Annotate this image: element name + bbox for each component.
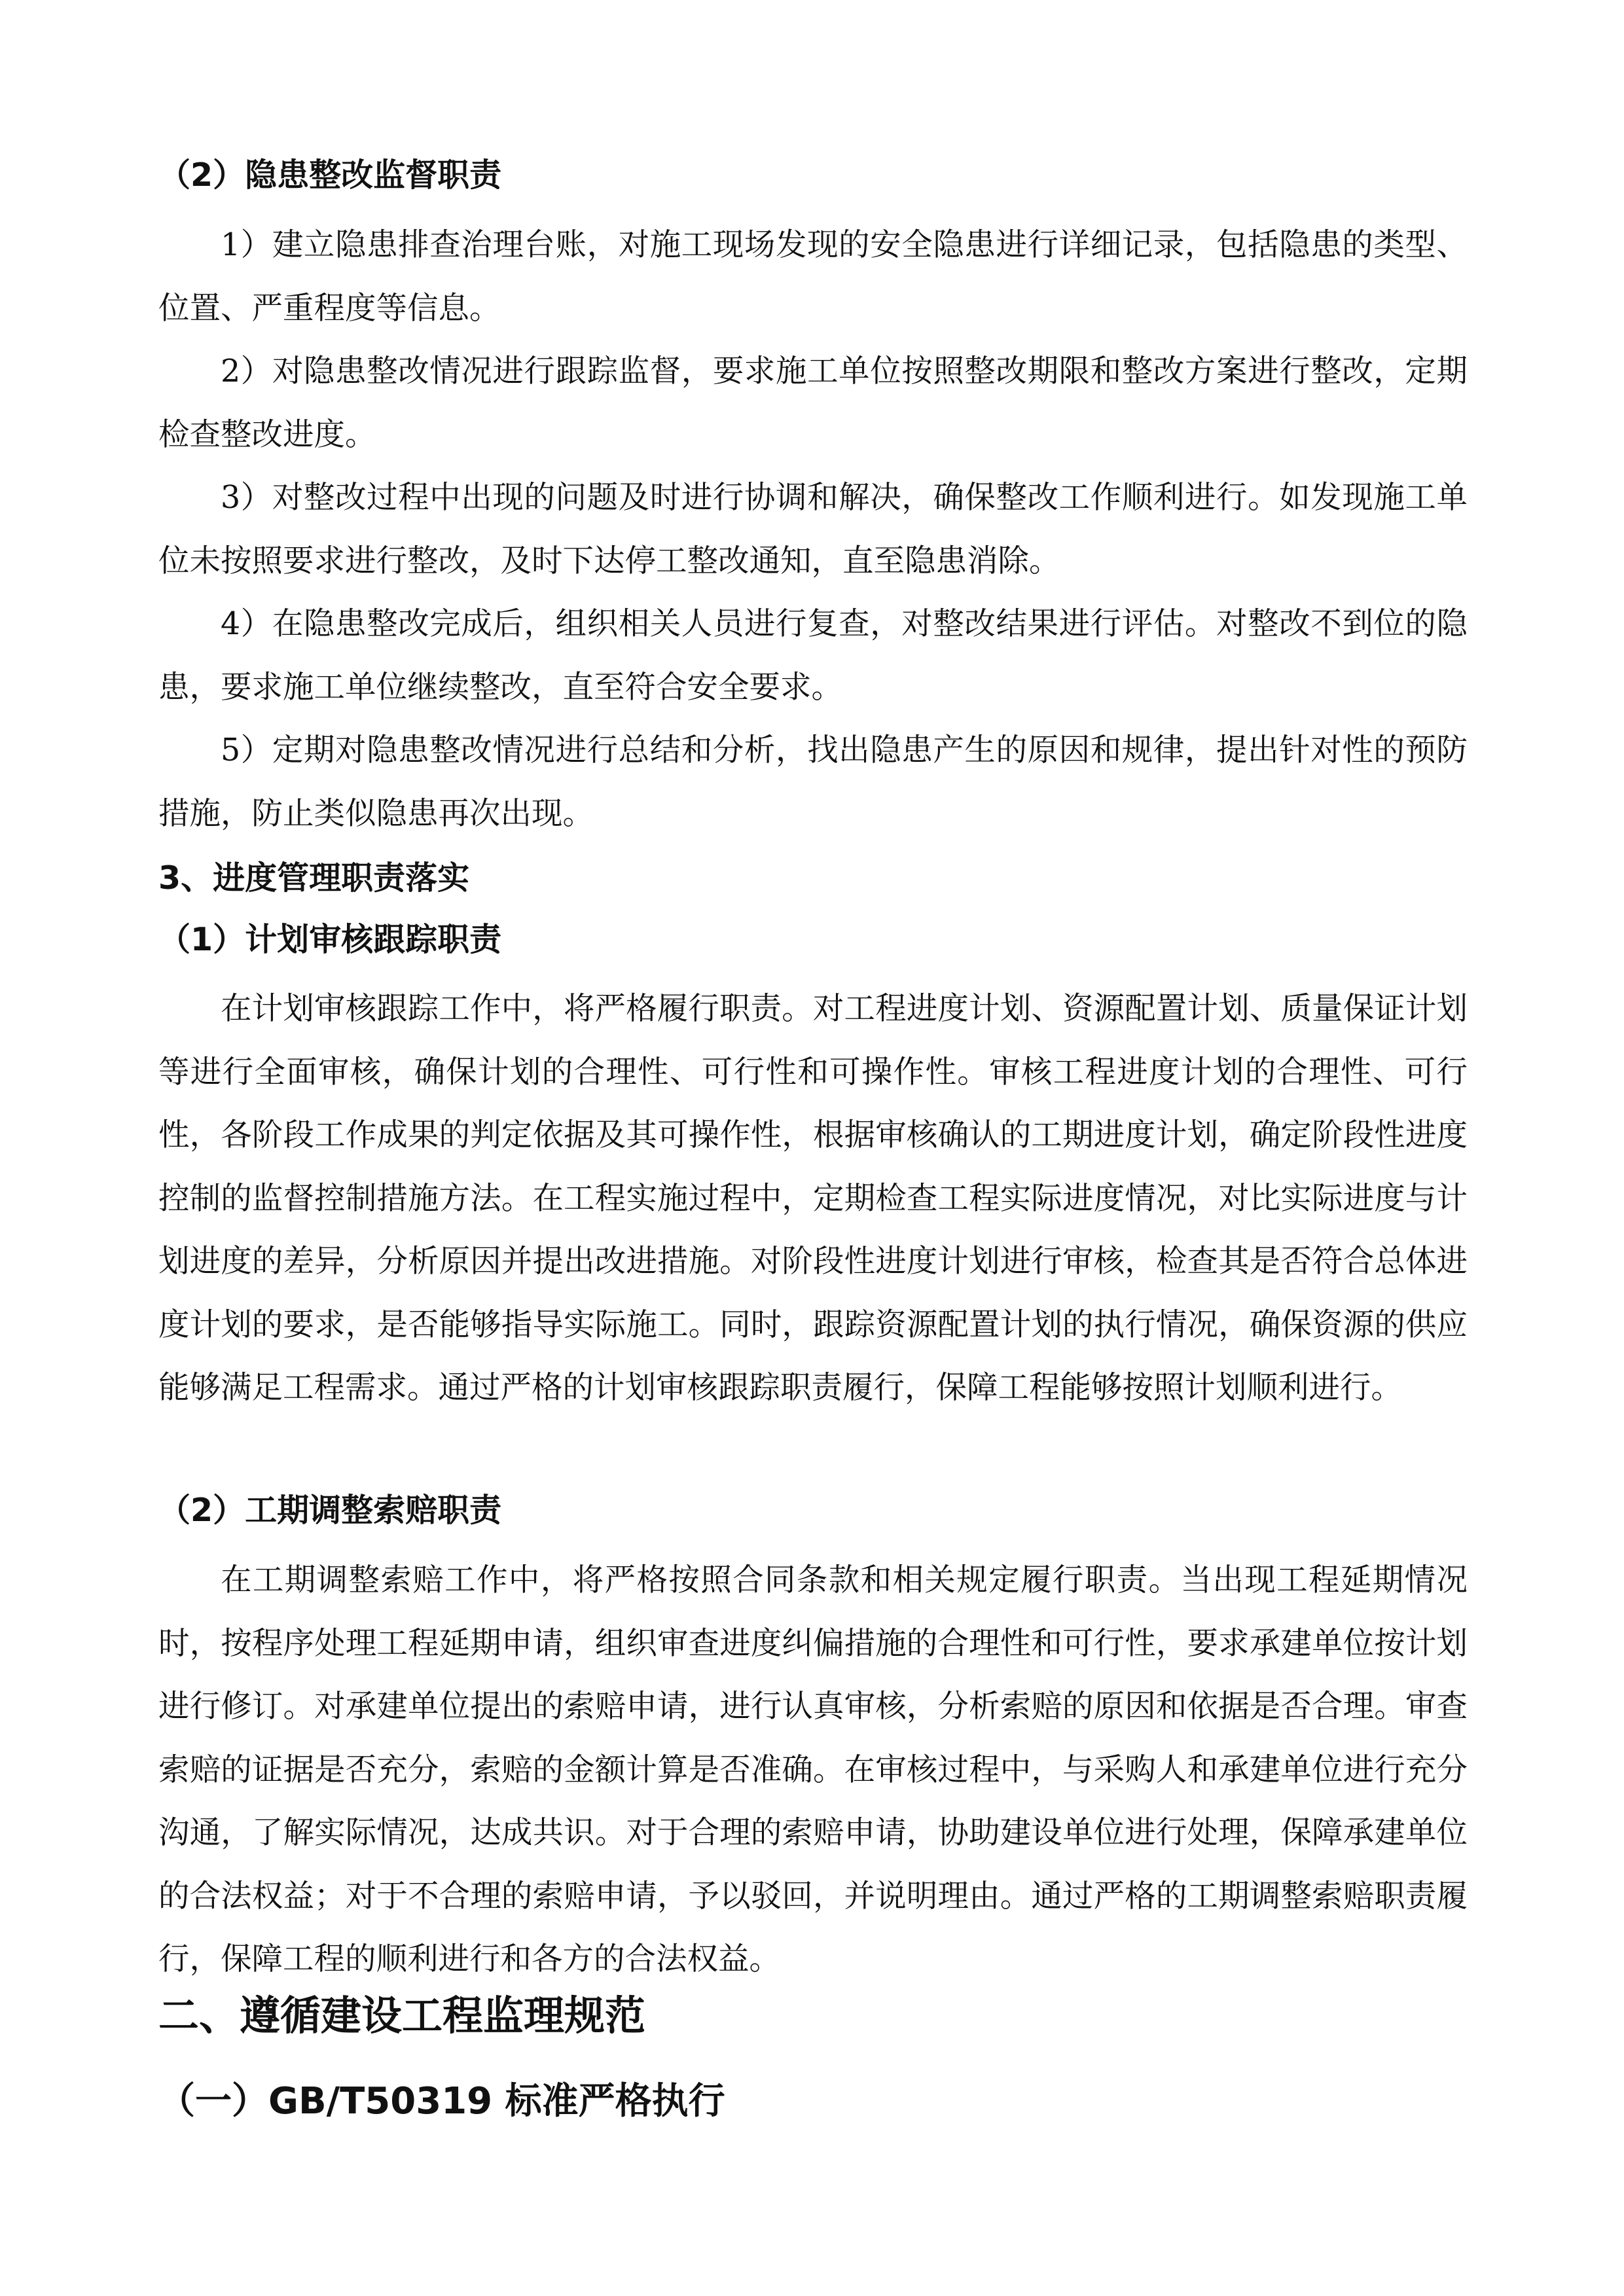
hazard-item-4: 4）在隐患整改完成后，组织相关人员进行复查，对整改结果进行评估。对整改不到位的隐患，要求施工单位继续整改，直至符合安全要求。: [158, 606, 1468, 706]
hazard-item-5: 5）定期对隐患整改情况进行总结和分析，找出隐患产生的原因和规律，提出针对性的预防措施，防止类似隐患再次出现。: [158, 732, 1468, 832]
chapter-title: 二、遵循建设工程监理规范: [158, 1992, 646, 2039]
hazard-item-2: 2）对隐患整改情况进行跟踪监督，要求施工单位按照整改期限和整改方案进行整改，定期检查整改进度。: [158, 353, 1468, 453]
chapter-subtitle-gb-standard: （一）GB/T50319 标准严格执行: [158, 2080, 725, 2123]
hazard-item-1: 1）建立隐患排查治理台账，对施工现场发现的安全隐患进行详细记录，包括隐患的类型、位置、严重程度等信息。: [158, 227, 1468, 327]
schedule-claims-paragraph: 在工期调整索赔工作中，将严格按照合同条款和相关规定履行职责。当出现工程延期情况时，按程序处理工程延期申请，组织审查进度纠偏措施的合理性和可行性，要求承建单位按计划进行修订。对承建单位提出的索赔申请，进行认真审核，分析索赔的原因和依据是否合理。审查索赔的证据是否充分，索赔的金额计算是否准确。在审核过程中，与采购人和承建单位进行充分沟通，了解实际情况，达成共识。对于合理的索赔申请，协助建设单位进行处理，保障承建单位的合法权益；对于不合理的索赔申请，予以驳回，并说明理由。通过严格的工期调整索赔职责履行，保障工程的顺利进行和各方的合法权益。: [158, 1562, 1468, 1977]
subheading-schedule-claims: （2）工期调整索赔职责: [158, 1492, 502, 1529]
plan-review-paragraph: 在计划审核跟踪工作中，将严格履行职责。对工程进度计划、资源配置计划、质量保证计划等进行全面审核，确保计划的合理性、可行性和可操作性。审核工程进度计划的合理性、可行性，各阶段工作成果的判定依据及其可操作性，根据审核确认的工期进度计划，确定阶段性进度控制的监督控制措施方法。在工程实施过程中，定期检查工程实际进度情况，对比实际进度与计划进度的差异，分析原因并提出改进措施。对阶段性进度计划进行审核，检查其是否符合总体进度计划的要求，是否能够指导实际施工。同时，跟踪资源配置计划的执行情况，确保资源的供应能够满足工程需求。通过严格的计划审核跟踪职责履行，保障工程能够按照计划顺利进行。: [158, 991, 1468, 1406]
subheading-hazard-rectification: （2）隐患整改监督职责: [158, 156, 502, 194]
subheading-plan-review: （1）计划审核跟踪职责: [158, 921, 502, 958]
section-title-progress-management: 3、进度管理职责落实: [158, 859, 470, 897]
hazard-item-3: 3）对整改过程中出现的问题及时进行协调和解决，确保整改工作顺利进行。如发现施工单位未按照要求进行整改，及时下达停工整改通知，直至隐患消除。: [158, 480, 1468, 579]
